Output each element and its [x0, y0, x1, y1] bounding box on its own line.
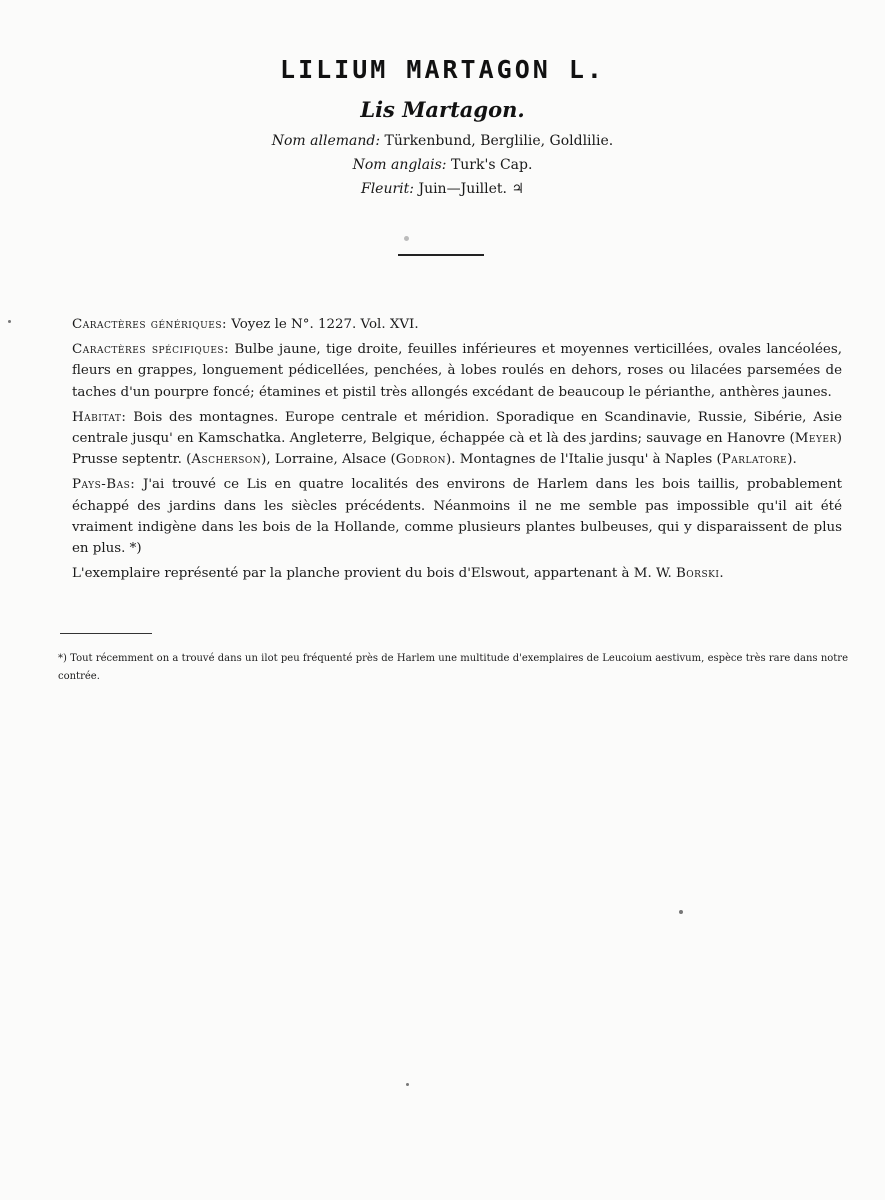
specific-characters-label: Caractères spécifiques: [72, 342, 230, 358]
habitat-text-4: ). Montagnes de l'Italie jusqu' à Naples ( [446, 452, 722, 468]
netherlands-text: J'ai trouvé ce Lis en quatre localités des environs de Harlem dans les bois taillis, probablement échappé des jardins dans les siècles précédents. Néanmoins il ne me semble pas impossible qu'il ait été vraiment indigène dans les bois de la Hollande, comme plusieurs plantes bulbeuses, qui y disparaissent de plus en plus. *) [72, 477, 842, 557]
habitat-text-1: Bois des montagnes. Europe centrale et méridion. Sporadique en Scandinavie, Russie, Sibérie, Asie centrale jusqu' en Kamschatka. Angleterre, Belgique, échappée cà et là des jardins; sauvage en Hanovre ( [72, 409, 842, 447]
netherlands-paragraph [72, 474, 842, 559]
flowering-label: Fleurit: [360, 181, 414, 197]
specimen-end: . [719, 566, 724, 582]
generic-characters-label: Caractères génériques: [72, 317, 227, 332]
species-title: LILIUM MARTAGON L. [280, 55, 605, 84]
german-name-value: Türkenbund, Berglilie, Goldlilie. [384, 133, 614, 149]
generic-characters-text: Voyez le N°. 1227. Vol. XVI. [231, 317, 419, 332]
flowering-line [0, 181, 885, 197]
habitat-text-3: ), Lorraine, Alsace ( [261, 452, 396, 468]
english-name-value: Turk's Cap. [450, 157, 533, 173]
author-parlatore: Parlatore [721, 452, 788, 468]
habitat-text-5: ). [787, 452, 797, 468]
paper-speck [406, 1083, 409, 1086]
flowering-value: Juin—Juillet. ♃ [418, 181, 524, 197]
habitat-text-2: ) Prusse septentr. ( [72, 431, 842, 468]
specimen-paragraph [72, 563, 842, 584]
habitat-paragraph [72, 407, 842, 471]
common-name: Lis Martagon. [360, 97, 525, 122]
english-name-label: Nom anglais: [352, 157, 447, 173]
generic-characters-paragraph [72, 314, 842, 335]
footnote-divider [60, 633, 152, 634]
english-name-line [0, 157, 885, 173]
specimen-text: L'exemplaire représenté par la planche provient du bois d'Elswout, appartenant à M. W. [72, 566, 676, 582]
title-divider [398, 254, 484, 256]
author-meyer: Meyer [794, 431, 837, 447]
german-name-label: Nom allemand: [271, 133, 381, 149]
paper-speck [679, 910, 683, 914]
author-ascherson: Ascherson [191, 452, 262, 468]
german-name-line [0, 133, 885, 149]
specific-characters-text: Bulbe jaune, tige droite, feuilles inférieures et moyennes verticillées, ovales lancéolées, fleurs en grappes, longuement pédicellées, penchées, à lobes roulés en dehors, roses ou lilacées parsemées de taches d'un pourpre foncé; étamines et pistil très allongés excédant de beaucoup le périanthe, anthères jaunes. [72, 342, 842, 400]
description-body [72, 314, 842, 588]
footnote: *) Tout récemment on a trouvé dans un ilot peu fréquenté près de Harlem une multitude d'exemplaires de Leucoium aestivum, espèce très rare dans notre contrée. [58, 653, 848, 682]
author-godron: Godron [395, 452, 447, 468]
specimen-owner: Borski [675, 566, 720, 582]
netherlands-label: Pays-Bas: [72, 477, 136, 493]
paper-speck [404, 236, 409, 241]
paper-speck [8, 320, 11, 323]
habitat-label: Habitat: [72, 409, 127, 425]
specific-characters-paragraph [72, 339, 842, 403]
